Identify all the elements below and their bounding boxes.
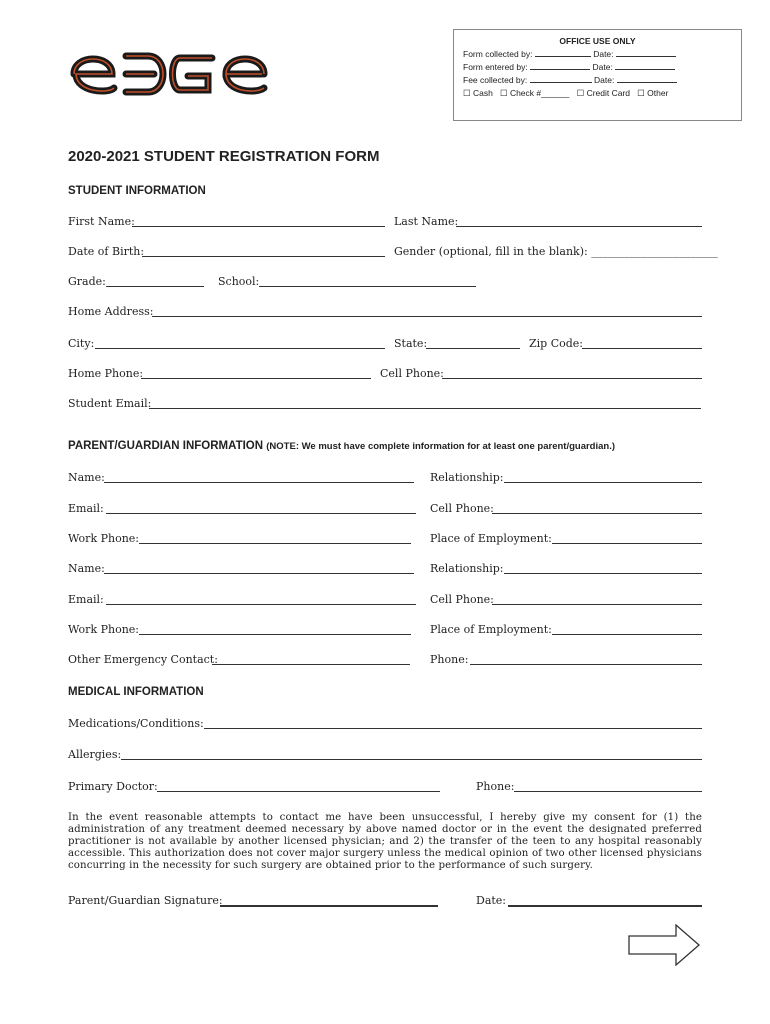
last-name-label: Last Name: <box>394 215 459 228</box>
parent2-name-field[interactable] <box>104 573 414 574</box>
office-collected-row <box>463 48 676 59</box>
next-page-arrow-icon <box>628 924 700 966</box>
credit-card-checkbox[interactable]: ☐ <box>576 88 585 98</box>
gender-label[interactable]: Gender (optional, fill in the blank): _______________________ <box>394 245 718 258</box>
other-checkbox[interactable]: ☐ <box>637 88 645 98</box>
parent2-employment-field[interactable] <box>552 634 702 635</box>
parent-heading-text: PARENT/GUARDIAN INFORMATION <box>68 440 264 452</box>
dob-field[interactable] <box>142 256 385 257</box>
student-heading: STUDENT INFORMATION <box>68 185 206 197</box>
zip-code-label: Zip Code: <box>529 337 583 350</box>
parent2-work-phone-field[interactable] <box>139 634 411 635</box>
last-name-field[interactable] <box>456 226 702 227</box>
allergies-label: Allergies: <box>68 748 122 761</box>
office-fee-row <box>463 74 677 85</box>
collected-label: Form collected by: <box>463 49 533 59</box>
home-phone-label: Home Phone: <box>68 367 144 380</box>
parent2-employment-label: Place of Employment: <box>430 623 552 636</box>
signature-label: Parent/Guardian Signature: <box>68 894 223 907</box>
parent1-employment-field[interactable] <box>552 543 702 544</box>
parent2-cell-label: Cell Phone: <box>430 593 494 606</box>
cash-checkbox[interactable]: ☐ <box>463 88 471 98</box>
parent2-cell-field[interactable] <box>492 604 702 605</box>
parent-heading <box>68 440 615 452</box>
medical-heading: MEDICAL INFORMATION <box>68 686 204 698</box>
doctor-phone-field[interactable] <box>514 791 702 792</box>
emergency-phone-field[interactable] <box>470 664 702 665</box>
city-field[interactable] <box>95 348 385 349</box>
doctor-phone-label: Phone: <box>476 780 515 793</box>
date-label: Date: <box>594 75 615 85</box>
first-name-field[interactable] <box>132 226 385 227</box>
parent1-cell-field[interactable] <box>492 513 702 514</box>
parent1-email-field[interactable] <box>106 513 416 514</box>
cash-label: Cash <box>473 88 493 98</box>
state-label: State: <box>394 337 428 350</box>
parent2-email-field[interactable] <box>106 604 416 605</box>
parent2-relationship-field[interactable] <box>504 573 702 574</box>
city-label: City: <box>68 337 95 350</box>
emergency-contact-field[interactable] <box>212 664 410 665</box>
office-use-title: OFFICE USE ONLY <box>559 36 636 46</box>
parent1-relationship-label: Relationship: <box>430 471 504 484</box>
parent1-employment-label: Place of Employment: <box>430 532 552 545</box>
parent1-name-label: Name: <box>68 471 105 484</box>
other-label: Other <box>647 88 669 98</box>
emergency-contact-label: Other Emergency Contact: <box>68 653 218 666</box>
home-address-field[interactable] <box>152 316 702 317</box>
check-checkbox[interactable]: ☐ <box>499 88 508 98</box>
parent1-name-field[interactable] <box>104 482 414 483</box>
zip-code-field[interactable] <box>582 348 702 349</box>
dob-label: Date of Birth: <box>68 245 145 258</box>
parent1-email-label: Email: <box>68 502 104 515</box>
consent-paragraph: In the event reasonable attempts to contact me have been unsuccessful, I hereby give my consent for (1) the administration of any treatment deemed necessary by above named doctor or in the event the designated preferred practitioner is not available by another licensed physician; and 2) the transfer of the teen to any hospital reasonably accessible. This authorization does not cover major surgery unless the medical opinion of two other licensed physicians concurring in the necessity for such surgery are obtained prior to the performance of such surgery. <box>68 812 702 871</box>
signature-date-field[interactable] <box>508 905 702 907</box>
home-address-label: Home Address: <box>68 305 154 318</box>
student-email-field[interactable] <box>149 408 701 409</box>
parent2-relationship-label: Relationship: <box>430 562 504 575</box>
office-payment-row <box>463 88 668 99</box>
cell-phone-field[interactable] <box>442 378 702 379</box>
school-label: School: <box>218 275 260 288</box>
primary-doctor-field[interactable] <box>157 791 440 792</box>
form-title: 2020-2021 STUDENT REGISTRATION FORM <box>68 148 380 165</box>
parent2-name-label: Name: <box>68 562 105 575</box>
date-label: Date: <box>593 49 614 59</box>
office-use-box <box>453 29 742 121</box>
signature-field[interactable] <box>220 905 438 907</box>
parent1-work-phone-field[interactable] <box>139 543 411 544</box>
parent2-work-phone-label: Work Phone: <box>68 623 140 636</box>
grade-field[interactable] <box>106 286 204 287</box>
parent1-work-phone-label: Work Phone: <box>68 532 140 545</box>
edge-logo <box>68 44 272 102</box>
first-name-label: First Name: <box>68 215 135 228</box>
school-field[interactable] <box>259 286 476 287</box>
entered-label: Form entered by: <box>463 62 528 72</box>
credit-card-label: Credit Card <box>586 88 631 98</box>
home-phone-field[interactable] <box>141 378 371 379</box>
date-label: Date: <box>592 62 613 72</box>
cell-phone-label: Cell Phone: <box>380 367 444 380</box>
state-field[interactable] <box>426 348 520 349</box>
check-label: Check #______ <box>509 88 570 98</box>
office-entered-row <box>463 61 675 72</box>
grade-label: Grade: <box>68 275 106 288</box>
emergency-phone-label: Phone: <box>430 653 469 666</box>
medications-field[interactable] <box>204 728 702 729</box>
signature-date-label: Date: <box>476 894 507 907</box>
medications-label: Medications/Conditions: <box>68 717 204 730</box>
student-email-label: Student Email: <box>68 397 152 410</box>
fee-label: Fee collected by: <box>463 75 528 85</box>
allergies-field[interactable] <box>121 759 702 760</box>
parent1-relationship-field[interactable] <box>504 482 702 483</box>
parent2-email-label: Email: <box>68 593 104 606</box>
parent-note: (NOTE: We must have complete information for at least one parent/guardian.) <box>266 441 616 452</box>
parent1-cell-label: Cell Phone: <box>430 502 494 515</box>
primary-doctor-label: Primary Doctor: <box>68 780 158 793</box>
